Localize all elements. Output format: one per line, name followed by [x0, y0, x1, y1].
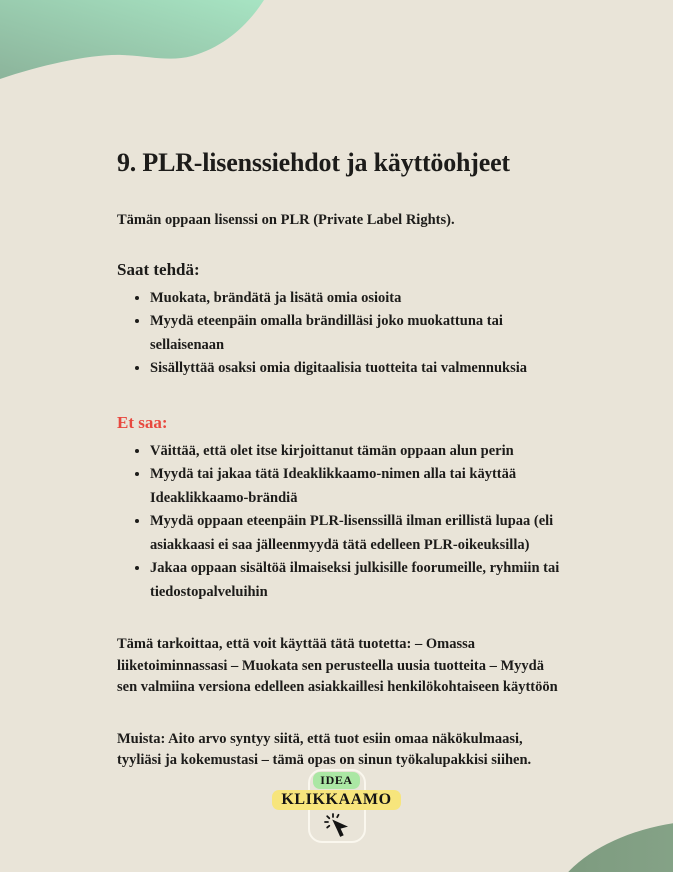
brand-logo: [281, 763, 392, 840]
click-cursor-icon: [324, 813, 350, 840]
forbidden-list: [117, 440, 563, 604]
allowed-heading: Saat tehdä:: [117, 259, 200, 279]
page-title: 9. PLR-lisenssiehdot ja käyttöohjeet: [117, 148, 510, 177]
logo-bottom-label: KLIKKAAMO: [272, 790, 400, 810]
logo-top-label: IDEA: [313, 772, 359, 789]
list-item: • Väittää, että olet itse kirjoittanut tämän oppaan alun perin: [150, 440, 563, 463]
license-intro: Tämän oppaan lisenssi on PLR (Private Label Rights).: [117, 211, 455, 228]
reminder-paragraph: Muista: Aito arvo syntyy siitä, että tuot esiin omaa näkökulmaasi, tyyliäsi ja kokemustasi – tämä opas on sinun työkalupakkisi siihen.: [117, 730, 532, 768]
usage-paragraph: Tämä tarkoittaa, että voit käyttää tätä tuotetta: – Omassa liiketoiminnassasi – Muokata sen perusteella uusia tuotteita – Myydä sen valmiina versiona edelleen asiakkaillesi henkilökohtaiseen käyttöön: [117, 636, 558, 696]
list-item: • Jakaa oppaan sisältöä ilmaiseksi julkisille foorumeille, ryhmiin tai tiedostopalveluihin: [150, 557, 563, 604]
allowed-list: [117, 287, 563, 381]
list-item: • Sisällyttää osaksi omia digitaalisia tuotteita tai valmennuksia: [150, 357, 563, 380]
page-content: [117, 0, 563, 771]
list-item: • Myydä eteenpäin omalla brändilläsi joko muokattuna tai sellaisenaan: [150, 310, 563, 357]
forbidden-heading: Et saa:: [117, 412, 168, 432]
list-item: • Myydä tai jakaa tätä Ideaklikkaamo-nimen alla tai käyttää Ideaklikkaamo-brändiä: [150, 463, 563, 510]
pointer-arrow-icon: [332, 820, 348, 837]
list-item: • Muokata, brändätä ja lisätä omia osioita: [150, 287, 563, 310]
list-item: • Myydä oppaan eteenpäin PLR-lisenssillä ilman erillistä lupaa (eli asiakkaasi ei saa jälleenmyydä tätä edelleen PLR-oikeuksilla): [150, 510, 563, 557]
decorative-blob-bottom-right: [545, 820, 673, 872]
